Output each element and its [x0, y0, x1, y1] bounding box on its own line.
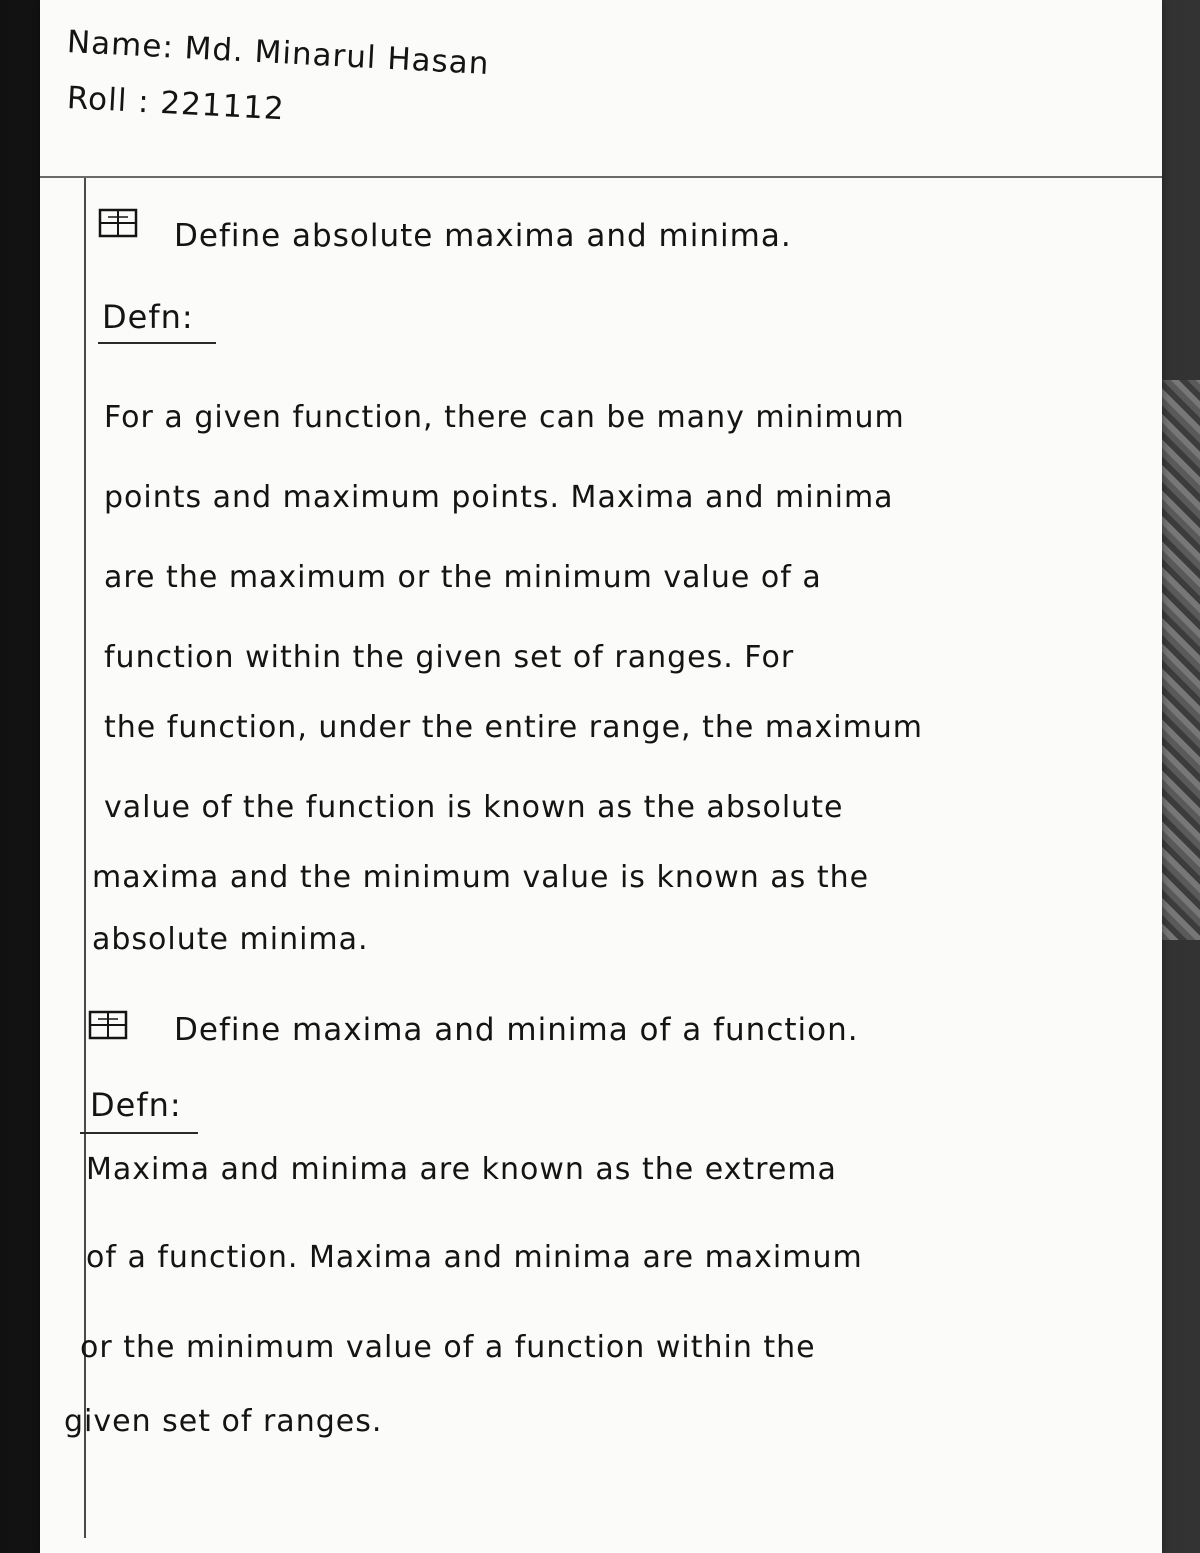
- answer-1-line: maxima and the minimum value is known as the: [92, 860, 870, 895]
- answer-2-line: or the minimum value of a function within the: [80, 1330, 816, 1365]
- student-name: Name: Md. Minarul Hasan: [66, 24, 491, 83]
- background-fabric: [1162, 380, 1200, 940]
- header-divider: [40, 176, 1162, 178]
- definition-label-1: Defn:: [102, 298, 194, 336]
- answer-1-line: function within the given set of ranges. For: [104, 640, 795, 675]
- answer-1-line: value of the function is known as the absolute: [104, 790, 844, 825]
- answer-2-line: given set of ranges.: [64, 1404, 383, 1439]
- answer-1-line: the function, under the entire range, the maximum: [104, 710, 924, 745]
- answer-1-line: points and maximum points. Maxima and minima: [104, 480, 894, 515]
- answer-2-line: of a function. Maxima and minima are maximum: [86, 1240, 863, 1275]
- question-2-text: Define maxima and minima of a function.: [174, 1012, 859, 1048]
- question-1-text: Define absolute maxima and minima.: [174, 218, 792, 254]
- definition-underline-1: [98, 342, 216, 344]
- answer-1-line: For a given function, there can be many minimum: [104, 400, 905, 435]
- answer-1-line: absolute minima.: [92, 922, 369, 957]
- definition-label-2: Defn:: [90, 1086, 182, 1124]
- question-box-icon: [88, 1010, 128, 1040]
- question-box-icon: [98, 208, 138, 238]
- notebook-page: [40, 0, 1162, 1553]
- answer-1-line: are the maximum or the minimum value of a: [104, 560, 822, 595]
- definition-underline-2: [80, 1132, 198, 1134]
- answer-2-line: Maxima and minima are known as the extrema: [86, 1152, 837, 1187]
- student-roll: Roll : 221112: [66, 80, 286, 128]
